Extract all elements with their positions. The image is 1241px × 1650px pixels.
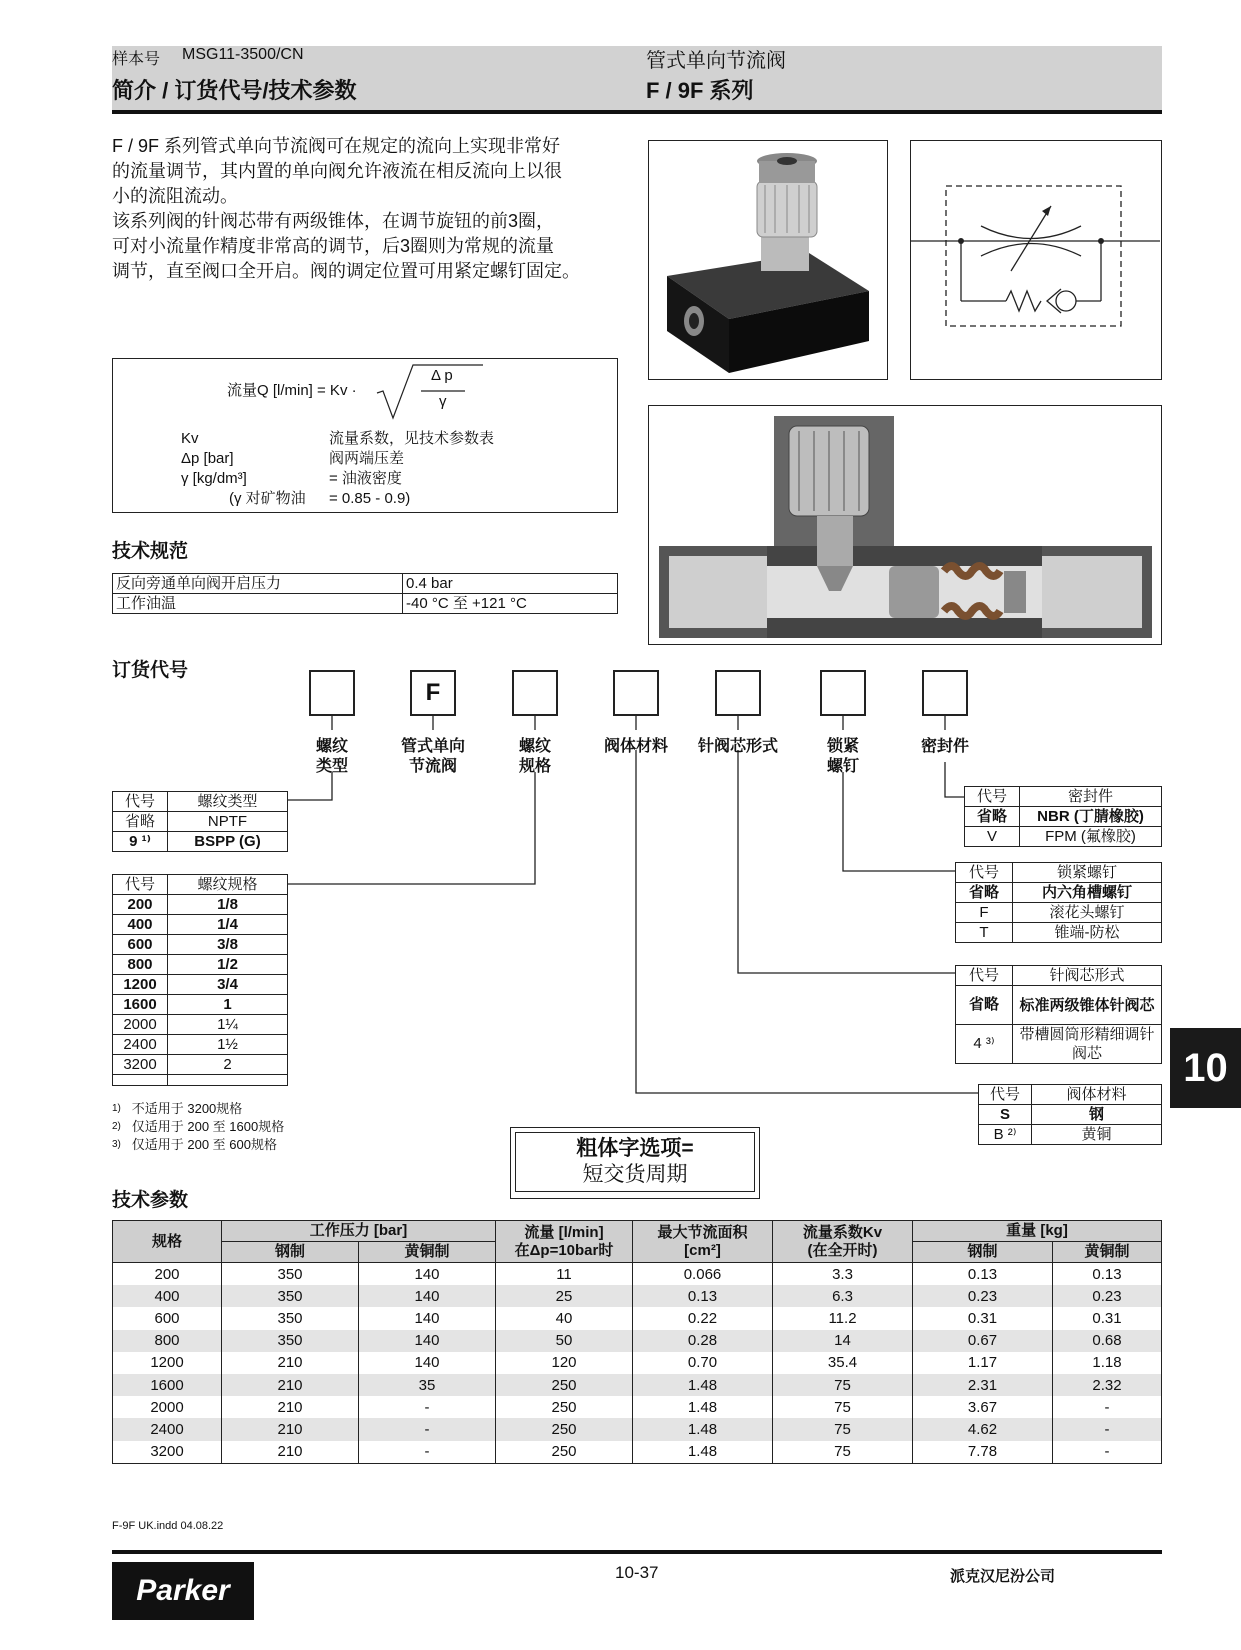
- value-cell: FPM (氟橡胶): [1020, 827, 1162, 847]
- code-slot-fixed-f: F: [410, 670, 456, 716]
- code-label-thread-size: [495, 737, 575, 777]
- intro-line: 该系列阀的针阀芯带有两级锥体，在调节旋钮的前3圈，: [112, 211, 555, 231]
- code-label-needle: 针阀芯形式: [697, 738, 778, 755]
- spec-key: 反向旁通单向阀开启压力: [113, 574, 403, 594]
- lock-screw-table: [955, 862, 1162, 943]
- cell: 3200: [113, 1441, 222, 1464]
- col-header: 代号: [956, 966, 1013, 986]
- footnote-mark: 2): [112, 1121, 121, 1132]
- table-row: [113, 1015, 288, 1035]
- code-cell: 省略: [956, 986, 1013, 1025]
- formula-sym: Kv: [181, 430, 199, 447]
- formula-lhs: 流量Q [l/min] = Kv ·: [227, 382, 357, 399]
- cell: 0.13: [913, 1263, 1053, 1286]
- label-line: 管式单向: [400, 738, 465, 755]
- footer-rule: [112, 1550, 1162, 1554]
- code-cell: T: [956, 923, 1013, 943]
- col-header: 锁紧螺钉: [1013, 863, 1162, 883]
- table-header: [956, 863, 1162, 883]
- cell: 140: [359, 1263, 496, 1286]
- footnote-mark: 1): [112, 1103, 121, 1114]
- table-row: [956, 1025, 1162, 1064]
- th-flow-l1: 流量 [l/min]: [524, 1223, 604, 1241]
- formula-numerator: Δ p: [431, 367, 453, 384]
- th-steel: 钢制: [222, 1242, 359, 1263]
- footnote-text: 仅适用于 200 至 600规格: [131, 1137, 277, 1152]
- cell: 600: [113, 1307, 222, 1329]
- code-slot-body-material[interactable]: [613, 670, 659, 716]
- value-cell: 内六角槽螺钉: [1013, 883, 1162, 903]
- table-row: [965, 807, 1162, 827]
- code-cell: S: [979, 1105, 1032, 1125]
- code-cell: 800: [113, 955, 168, 975]
- cell: 2.31: [913, 1374, 1053, 1396]
- catalog-label: 样本号: [112, 51, 161, 68]
- code-slot-seal[interactable]: [922, 670, 968, 716]
- col-header: 代号: [956, 863, 1013, 883]
- code-label-body: 阀体材料: [603, 738, 668, 755]
- cell: 0.066: [633, 1263, 773, 1286]
- col-header: 代号: [113, 875, 168, 895]
- cell: 1.48: [633, 1396, 773, 1418]
- table-row: [113, 1374, 1162, 1396]
- product-type: 管式单向节流阀: [646, 50, 786, 72]
- table-row: [979, 1125, 1162, 1145]
- table-header: [965, 787, 1162, 807]
- value-cell: 1¼: [168, 1015, 288, 1035]
- code-cell: 4 ³⁾: [956, 1025, 1013, 1064]
- table-row: [113, 1285, 1162, 1307]
- table-row: [113, 1330, 1162, 1352]
- code-cell: 省略: [965, 807, 1020, 827]
- col-header: 代号: [979, 1085, 1032, 1105]
- intro-line: F / 9F 系列管式单向节流阀可在规定的流向上实现非常好: [112, 136, 561, 156]
- th-kv-l2: (在全开时): [807, 1241, 878, 1259]
- cell: 35.4: [773, 1352, 913, 1374]
- th-w-steel: 钢制: [913, 1242, 1053, 1263]
- cell: 350: [222, 1330, 359, 1352]
- cell: 0.23: [1053, 1285, 1162, 1307]
- cell: 0.13: [1053, 1263, 1162, 1286]
- cell: 6.3: [773, 1285, 913, 1307]
- code-cell: 3200: [113, 1055, 168, 1075]
- col-header: 代号: [965, 787, 1020, 807]
- value-cell: 锥端-防松: [1013, 923, 1162, 943]
- formula-desc: 阀两端压差: [329, 450, 405, 467]
- cell: 3.67: [913, 1396, 1053, 1418]
- cell: 0.31: [913, 1307, 1053, 1329]
- table-header: [113, 792, 288, 812]
- code-cell: 省略: [113, 812, 168, 832]
- cell: 50: [496, 1330, 633, 1352]
- code-cell: F: [956, 903, 1013, 923]
- th-brass: 黄铜制: [359, 1242, 496, 1263]
- code-cell: 省略: [956, 883, 1013, 903]
- page-number: 10-37: [615, 1563, 659, 1582]
- th-weight: 重量 [kg]: [913, 1221, 1162, 1242]
- footnote-text: 不适用于 3200规格: [131, 1101, 243, 1116]
- formula-desc: = 油液密度: [329, 470, 402, 487]
- label-line: 节流阀: [408, 758, 457, 775]
- cell: 25: [496, 1285, 633, 1307]
- cell: 3.3: [773, 1263, 913, 1286]
- spec-value: 0.4 bar: [403, 574, 618, 594]
- th-flow-l2: 在Δp=10bar时: [514, 1241, 614, 1259]
- cell: 0.13: [633, 1285, 773, 1307]
- table-header: [979, 1085, 1162, 1105]
- formula-sym: γ [kg/dm³]: [181, 470, 247, 487]
- footnotes: [112, 1100, 284, 1154]
- cell: -: [1053, 1396, 1162, 1418]
- cell: 210: [222, 1352, 359, 1374]
- cell: 250: [496, 1418, 633, 1440]
- series-title: F / 9F 系列: [646, 78, 754, 103]
- code-cell: 600: [113, 935, 168, 955]
- footnote-mark: 3): [112, 1139, 121, 1150]
- col-header: 密封件: [1020, 787, 1162, 807]
- cell: 1.48: [633, 1374, 773, 1396]
- th-area-l1: 最大节流面积: [657, 1223, 748, 1241]
- cell: -: [359, 1418, 496, 1440]
- code-cell: V: [965, 827, 1020, 847]
- cell: 2400: [113, 1418, 222, 1440]
- cell: 0.23: [913, 1285, 1053, 1307]
- footnote-text: 仅适用于 200 至 1600规格: [131, 1119, 285, 1134]
- body-material-table: [978, 1084, 1162, 1145]
- cell: 75: [773, 1396, 913, 1418]
- cell: 11.2: [773, 1307, 913, 1329]
- table-row: [113, 832, 288, 852]
- cell: 1200: [113, 1352, 222, 1374]
- needle-table: [955, 965, 1162, 1064]
- code-cell: 400: [113, 915, 168, 935]
- tech-title: 技术参数: [112, 1190, 189, 1211]
- cell: 250: [496, 1441, 633, 1464]
- table-row: [113, 1055, 288, 1075]
- table-header: [113, 875, 288, 895]
- cell: 1.48: [633, 1418, 773, 1440]
- bold-note-inner: [515, 1132, 755, 1192]
- intro-line: 调节，直至阀口全开启。阀的调定位置可用紧定螺钉固定。: [112, 261, 580, 281]
- label-line: 螺纹: [518, 738, 551, 755]
- value-cell: NPTF: [168, 812, 288, 832]
- chapter-tab: 10: [1170, 1028, 1241, 1108]
- intro-line: 可对小流量作精度非常高的调节，后3圈则为常规的流量: [112, 236, 555, 256]
- table-row: [113, 975, 288, 995]
- table-row: [113, 1263, 1162, 1286]
- code-label-valve: [393, 737, 473, 777]
- value-cell: 黄铜: [1032, 1125, 1162, 1145]
- cell: -: [1053, 1441, 1162, 1464]
- value-cell: 1/2: [168, 955, 288, 975]
- footnote: [112, 1100, 284, 1118]
- th-pressure: 工作压力 [bar]: [222, 1221, 496, 1242]
- tech-header-row: [113, 1221, 1162, 1242]
- th-kv-l1: 流量系数Kv: [802, 1223, 883, 1241]
- label-line: 类型: [315, 758, 348, 775]
- table-row: [113, 1352, 1162, 1374]
- code-slot-thread-size[interactable]: [512, 670, 558, 716]
- cell: 250: [496, 1374, 633, 1396]
- order-title: 订货代号: [112, 660, 189, 681]
- code-cell: 2000: [113, 1015, 168, 1035]
- table-header: [956, 966, 1162, 986]
- cell: -: [359, 1396, 496, 1418]
- code-slot-lock-screw[interactable]: [820, 670, 866, 716]
- seal-table: [964, 786, 1162, 847]
- formula-denominator: γ: [439, 393, 447, 410]
- cell: 350: [222, 1263, 359, 1286]
- cell: -: [359, 1441, 496, 1464]
- formula-sym: (γ 对矿物油: [229, 490, 306, 507]
- th-flow: [496, 1221, 633, 1263]
- cell: 75: [773, 1441, 913, 1464]
- value-cell: 1½: [168, 1035, 288, 1055]
- label-line: 规格: [518, 758, 551, 775]
- code-cell: 2400: [113, 1035, 168, 1055]
- value-cell: BSPP (G): [168, 832, 288, 852]
- thread-type-table: [112, 791, 288, 852]
- cell: 1.18: [1053, 1352, 1162, 1374]
- bold-note-line1: 粗体字选项=: [576, 1137, 694, 1160]
- value-cell: 1/4: [168, 915, 288, 935]
- cell: 350: [222, 1285, 359, 1307]
- th-area-l2: [cm²]: [684, 1241, 721, 1259]
- cell: 210: [222, 1396, 359, 1418]
- code-slot-needle-type[interactable]: [715, 670, 761, 716]
- code-cell: 1600: [113, 995, 168, 1015]
- table-row: [979, 1105, 1162, 1125]
- table-row: [113, 1418, 1162, 1440]
- cell: 75: [773, 1418, 913, 1440]
- th-w-brass: 黄铜制: [1053, 1242, 1162, 1263]
- cell: 210: [222, 1441, 359, 1464]
- value-cell: 标准两级锥体针阀芯: [1013, 986, 1162, 1025]
- cell: 800: [113, 1330, 222, 1352]
- col-header: 代号: [113, 792, 168, 812]
- code-cell: B ²⁾: [979, 1125, 1032, 1145]
- spec-value: -40 °C 至 +121 °C: [403, 594, 618, 614]
- cell: 120: [496, 1352, 633, 1374]
- cell: 0.70: [633, 1352, 773, 1374]
- code-cell: 1200: [113, 975, 168, 995]
- table-row: [113, 1307, 1162, 1329]
- code-label-seal: 密封件: [920, 738, 969, 755]
- cell: 75: [773, 1374, 913, 1396]
- col-header: 螺纹规格: [168, 875, 288, 895]
- cell: 2000: [113, 1396, 222, 1418]
- cell: 40: [496, 1307, 633, 1329]
- cell: 210: [222, 1374, 359, 1396]
- value-cell: NBR (丁腈橡胶): [1020, 807, 1162, 827]
- table-row: [113, 895, 288, 915]
- value-cell: 滚花头螺钉: [1013, 903, 1162, 923]
- value-cell: 1/8: [168, 895, 288, 915]
- cell: 210: [222, 1418, 359, 1440]
- value-cell: 3/8: [168, 935, 288, 955]
- value-cell: 3/4: [168, 975, 288, 995]
- code-slot-thread-type[interactable]: [309, 670, 355, 716]
- th-size: 规格: [113, 1221, 222, 1263]
- spec-title: 技术规范: [112, 541, 189, 562]
- table-row: [965, 827, 1162, 847]
- cell: 7.78: [913, 1441, 1053, 1464]
- intro-line: 的流量调节，其内置的单向阀允许液流在相反流向上以很: [112, 161, 562, 181]
- label-line: 锁紧: [826, 738, 859, 755]
- cell: 35: [359, 1374, 496, 1396]
- value-cell: 带槽圆筒形精细调针阀芯: [1013, 1025, 1162, 1064]
- cell: 11: [496, 1263, 633, 1286]
- footnote: [112, 1136, 284, 1154]
- cell: 400: [113, 1285, 222, 1307]
- cell: 250: [496, 1396, 633, 1418]
- cell: 140: [359, 1307, 496, 1329]
- table-row: [113, 935, 288, 955]
- table-row: [113, 812, 288, 832]
- intro-line: 小的流阻流动。: [112, 186, 238, 206]
- cell: 200: [113, 1263, 222, 1286]
- table-row: [956, 923, 1162, 943]
- cell: 140: [359, 1352, 496, 1374]
- cell: 4.62: [913, 1418, 1053, 1440]
- catalog-number: MSG11-3500/CN: [182, 46, 304, 63]
- company-name: 派克汉尼汾公司: [950, 1568, 1056, 1585]
- code-cell: 9 ¹⁾: [113, 832, 168, 852]
- value-cell: 2: [168, 1055, 288, 1075]
- value-cell: 1: [168, 995, 288, 1015]
- table-row: [113, 915, 288, 935]
- footnote: [112, 1118, 284, 1136]
- code-cell: 200: [113, 895, 168, 915]
- table-row: [113, 1441, 1162, 1464]
- table-row: [956, 986, 1162, 1025]
- formula-desc: = 0.85 - 0.9): [329, 490, 411, 507]
- cell: 0.22: [633, 1307, 773, 1329]
- code-label-thread-type: [292, 737, 372, 777]
- spec-key: 工作油温: [113, 594, 403, 614]
- label-line: 螺纹: [315, 738, 348, 755]
- cell: 0.28: [633, 1330, 773, 1352]
- code-label-lock: [803, 737, 883, 777]
- table-row: [956, 883, 1162, 903]
- cell: 0.67: [913, 1330, 1053, 1352]
- table-row-empty: [113, 1075, 288, 1086]
- value-cell: 钢: [1032, 1105, 1162, 1125]
- parker-logo: Parker: [112, 1562, 254, 1620]
- table-row: [113, 1035, 288, 1055]
- cell: 14: [773, 1330, 913, 1352]
- cell: 1600: [113, 1374, 222, 1396]
- col-header: 阀体材料: [1032, 1085, 1162, 1105]
- cell: 0.31: [1053, 1307, 1162, 1329]
- th-kv: [773, 1221, 913, 1263]
- file-info: F-9F UK.indd 04.08.22: [112, 1520, 224, 1532]
- cell: 0.68: [1053, 1330, 1162, 1352]
- thread-size-table: [112, 874, 288, 1086]
- cell: 350: [222, 1307, 359, 1329]
- table-row: [113, 1396, 1162, 1418]
- bold-note-line2: 短交货周期: [582, 1163, 688, 1186]
- table-row: [113, 995, 288, 1015]
- cell: 140: [359, 1330, 496, 1352]
- table-row: [113, 955, 288, 975]
- col-header: 螺纹类型: [168, 792, 288, 812]
- col-header: 针阀芯形式: [1013, 966, 1162, 986]
- cell: -: [1053, 1418, 1162, 1440]
- tech-data-table: [112, 1220, 1162, 1464]
- formula-sym: Δp [bar]: [181, 450, 234, 467]
- cell: 2.32: [1053, 1374, 1162, 1396]
- th-area: [633, 1221, 773, 1263]
- formula-desc: 流量系数，见技术参数表: [329, 430, 495, 447]
- table-row: [956, 903, 1162, 923]
- cell: 1.17: [913, 1352, 1053, 1374]
- cell: 140: [359, 1285, 496, 1307]
- cell: 1.48: [633, 1441, 773, 1464]
- label-line: 螺钉: [826, 758, 859, 775]
- section-title: 简介 / 订货代号/技术参数: [112, 78, 357, 103]
- bold-note-box: [510, 1127, 760, 1199]
